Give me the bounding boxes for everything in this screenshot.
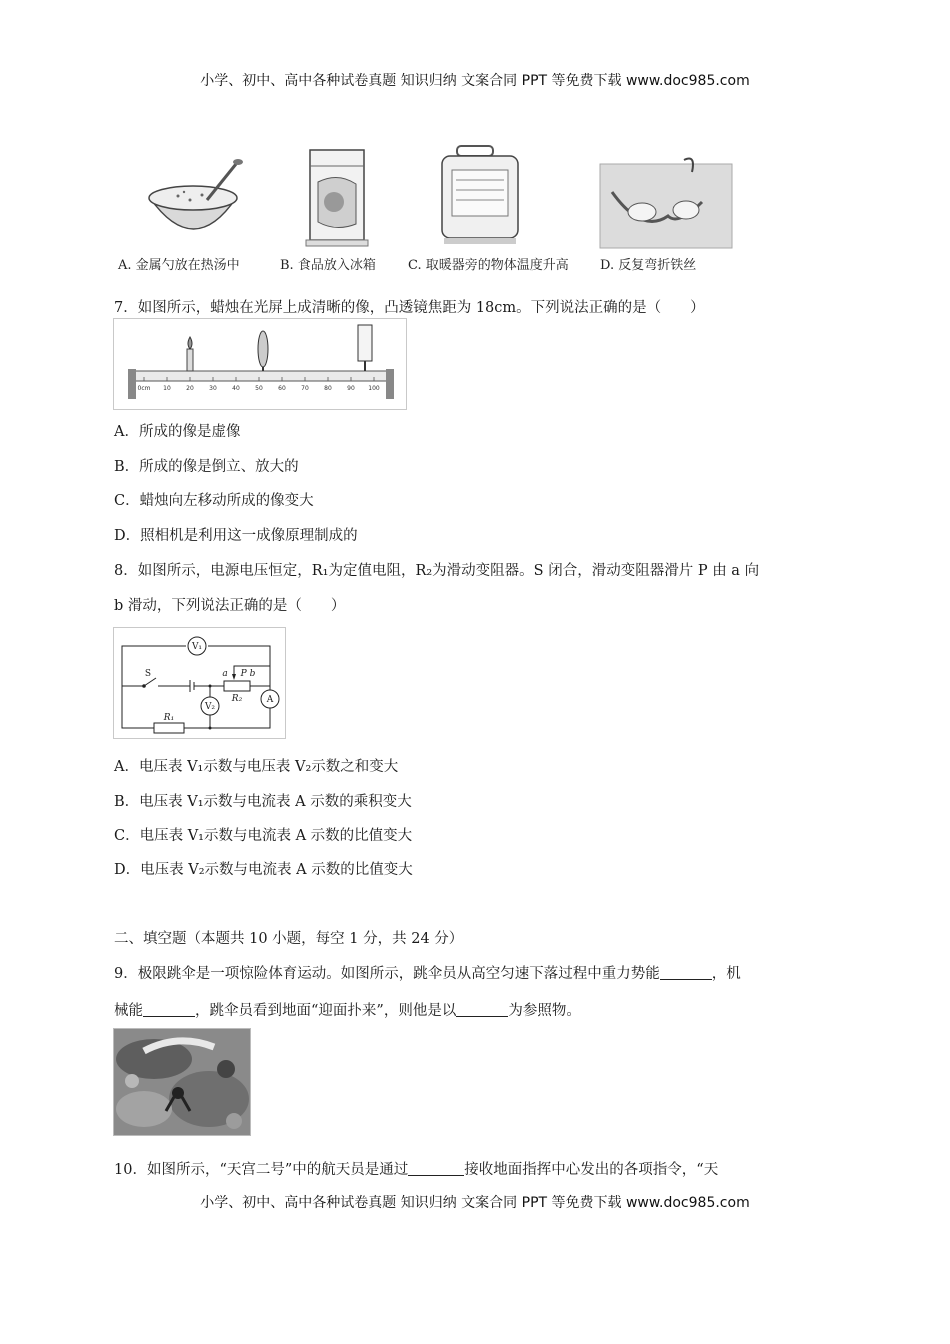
circuit-diagram bbox=[114, 628, 285, 738]
q6-option-d-caption: D. 反复弯折铁丝 bbox=[600, 258, 697, 273]
optical-bench-figure bbox=[113, 318, 407, 410]
q9-line1 bbox=[114, 962, 741, 983]
optical-bench-diagram bbox=[114, 319, 406, 409]
bench-tick-30: 30 bbox=[209, 385, 217, 392]
slider-a-label: a bbox=[222, 669, 228, 679]
section-2-title: 二、填空题（本题共 10 小题，每空 1 分，共 24 分） bbox=[114, 931, 464, 947]
bench-tick-10: 10 bbox=[163, 385, 171, 392]
fridge-illustration bbox=[306, 150, 368, 246]
q10-line1 bbox=[114, 1158, 718, 1179]
q8-option-d: D．电压表 V₂示数与电流表 A 示数的比值变大 bbox=[114, 862, 413, 878]
heater-illustration bbox=[442, 146, 518, 244]
q9-line1-text-b: ，机 bbox=[711, 966, 741, 982]
q6-image-strip bbox=[112, 142, 734, 274]
ammeter-label: A bbox=[266, 695, 274, 705]
q8-option-a: A．电压表 V₁示数与电压表 V₂示数之和变大 bbox=[114, 759, 399, 775]
bench-tick-90: 90 bbox=[347, 385, 355, 392]
q7-option-b: B．所成的像是倒立、放大的 bbox=[114, 459, 299, 475]
q7-option-a: A．所成的像是虚像 bbox=[114, 424, 241, 440]
bench-tick-50: 50 bbox=[255, 385, 263, 392]
q9-line2 bbox=[114, 999, 581, 1020]
bench-tick-60: 60 bbox=[278, 385, 286, 392]
bench-tick-70: 70 bbox=[301, 385, 309, 392]
bowl-spoon-illustration bbox=[149, 159, 243, 229]
q9-line2-text-b: ，跳伞员看到地面“迎面扑来”，则他是以 bbox=[195, 1003, 457, 1019]
q9-blank-3[interactable] bbox=[456, 1002, 508, 1017]
bench-tick-40: 40 bbox=[232, 385, 240, 392]
q9-blank-2[interactable] bbox=[143, 1002, 195, 1017]
q8-stem-line1: 8．如图所示，电源电压恒定，R₁为定值电阻，R₂为滑动变阻器。S 闭合，滑动变阻器滑片 P 由 a 向 bbox=[114, 563, 760, 579]
q8-stem-line2: b 滑动，下列说法正确的是（ ） bbox=[114, 598, 346, 614]
skydiver-photo bbox=[113, 1028, 251, 1136]
q7-stem: 7．如图所示，蜡烛在光屏上成清晰的像，凸透镜焦距为 18cm。下列说法正确的是（ ） bbox=[114, 300, 705, 316]
q6-option-b-caption: B. 食品放入冰箱 bbox=[280, 258, 376, 273]
circuit-figure bbox=[113, 627, 286, 739]
skydiver-photo-image bbox=[114, 1029, 250, 1135]
q9-blank-1[interactable] bbox=[660, 965, 712, 980]
q9-line2-text-a: 械能 bbox=[114, 1003, 143, 1019]
q8-option-c: C．电压表 V₁示数与电流表 A 示数的比值变大 bbox=[114, 828, 413, 844]
r2-label: R₂ bbox=[231, 694, 243, 704]
q8-option-b: B．电压表 V₁示数与电流表 A 示数的乘积变大 bbox=[114, 794, 412, 810]
q6-option-c-caption: C. 取暖器旁的物体温度升高 bbox=[408, 258, 569, 273]
v1-meter-label: V₁ bbox=[191, 642, 203, 652]
r1-label: R₁ bbox=[163, 713, 175, 723]
q6-option-a-caption: A. 金属勺放在热汤中 bbox=[118, 258, 240, 273]
slider-pb-label: P b bbox=[240, 669, 256, 679]
q9-line1-text-a: 9．极限跳伞是一项惊险体育运动。如图所示，跳伞员从高空匀速下落过程中重力势能 bbox=[114, 966, 660, 982]
page-header: 小学、初中、高中各种试卷真题 知识归纳 文案合同 PPT 等免费下载 www.doc985.com bbox=[200, 73, 750, 89]
switch-label: S bbox=[144, 669, 152, 679]
q7-option-c: C．蜡烛向左移动所成的像变大 bbox=[114, 493, 314, 509]
q10-blank-1[interactable] bbox=[408, 1161, 464, 1176]
q7-option-d: D．照相机是利用这一成像原理制成的 bbox=[114, 528, 358, 544]
hands-wire-illustration bbox=[600, 159, 732, 249]
q9-line2-text-c: 为参照物。 bbox=[508, 1003, 581, 1019]
bench-tick-80: 80 bbox=[324, 385, 332, 392]
bench-tick-20: 20 bbox=[186, 385, 194, 392]
bench-tick-0: 0cm bbox=[137, 385, 151, 392]
bench-tick-100: 100 bbox=[368, 385, 380, 392]
page-footer: 小学、初中、高中各种试卷真题 知识归纳 文案合同 PPT 等免费下载 www.doc985.com bbox=[200, 1195, 750, 1211]
v2-meter-label: V₂ bbox=[204, 702, 216, 712]
q6-illustrations bbox=[112, 142, 734, 252]
q10-line1-text-b: 接收地面指挥中心发出的各项指令，“天 bbox=[464, 1162, 719, 1178]
q10-line1-text-a: 10．如图所示，“天宫二号”中的航天员是通过 bbox=[114, 1162, 409, 1178]
